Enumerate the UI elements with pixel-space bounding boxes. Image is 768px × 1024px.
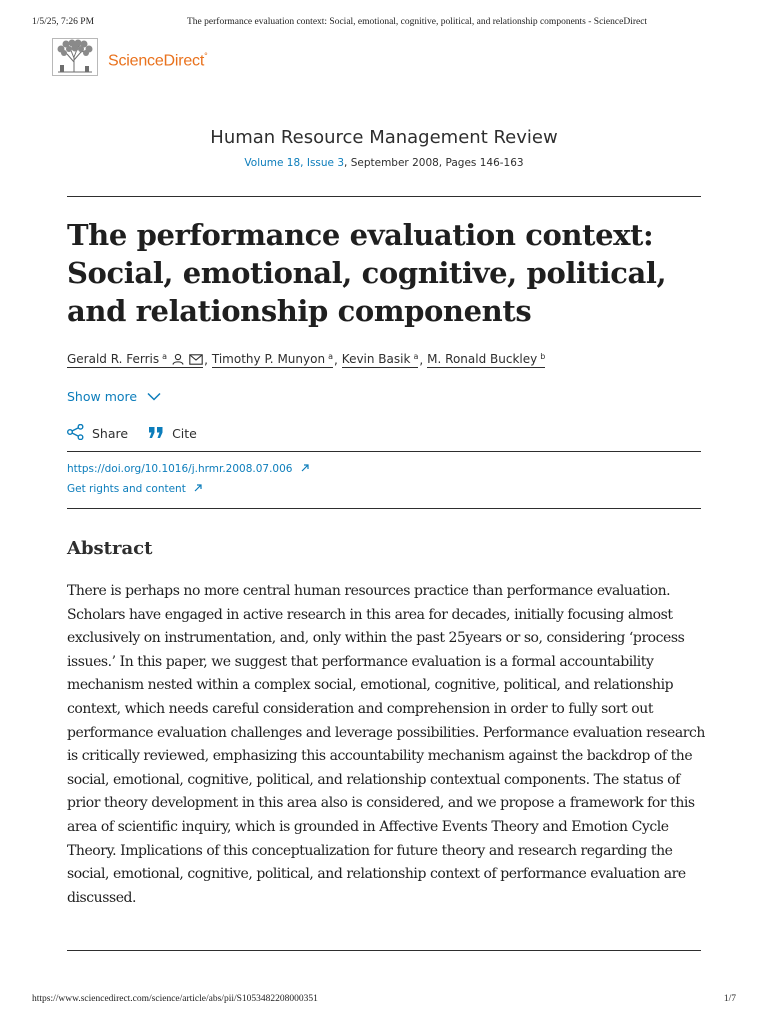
- chevron-down-icon: [137, 389, 161, 404]
- issue-details: , September 2008, Pages 146-163: [344, 157, 524, 169]
- article-title: The performance evaluation context: Social, emotional, cognitive, political, and relationship components: [67, 218, 667, 328]
- header-divider: [67, 196, 701, 197]
- print-page-title: The performance evaluation context: Social, emotional, cognitive, political, and relationship components - ScienceDirect: [187, 17, 648, 27]
- show-more-label: Show more: [67, 389, 138, 404]
- cite-label: Cite: [172, 426, 197, 441]
- issue-info: [0, 157, 768, 169]
- author-link[interactable]: Gerald R. Ferris $^a$: [67, 352, 203, 368]
- external-link-icon: [301, 463, 309, 475]
- print-footer: [32, 994, 736, 1008]
- share-label: Share: [92, 426, 129, 441]
- doi-link[interactable]: https://doi.org/10.1016/j.hrmr.2008.07.006: [67, 463, 309, 475]
- elsevier-tree-icon: [52, 38, 98, 80]
- abstract-divider: [67, 950, 701, 951]
- actions-divider: [67, 451, 701, 452]
- cite-button[interactable]: [148, 426, 197, 442]
- print-date: 1/5/25, 7:26 PM: [32, 17, 95, 27]
- author-link[interactable]: Kevin Basik $^a$: [341, 351, 419, 366]
- envelope-icon: [189, 354, 203, 365]
- sciencedirect-wordmark: ScienceDirect°: [108, 51, 208, 70]
- print-url: https://www.sciencedirect.com/science/article/abs/pii/S1053482208000351: [32, 994, 318, 1004]
- show-more-button[interactable]: [67, 389, 161, 404]
- volume-issue-link[interactable]: Volume 18, Issue 3: [244, 157, 345, 169]
- print-page-number: 1/7: [723, 994, 736, 1004]
- print-header: [32, 17, 736, 31]
- links-divider: [67, 508, 701, 509]
- author-link[interactable]: M. Ronald Buckley $^b$: [427, 351, 546, 366]
- author-list: Gerald R. Ferris $^a$ , Timothy P. Munyon $^a$ , Kevin Basik $^a$ , M. Ronald Buckley $^b$: [67, 351, 546, 367]
- author-link[interactable]: Timothy P. Munyon $^a$: [211, 351, 333, 366]
- share-button[interactable]: [67, 424, 128, 443]
- person-icon: [172, 353, 184, 365]
- journal-title[interactable]: Human Resource Management Review: [210, 127, 558, 148]
- article-actions: [67, 424, 217, 443]
- rights-link[interactable]: Get rights and content: [67, 483, 202, 495]
- sciencedirect-logo[interactable]: [52, 40, 208, 78]
- quote-icon: [148, 426, 172, 442]
- abstract-text: There is perhaps no more central human resources practice than performance evaluation. Scholars have engaged in active research in this area for decades, initially focusing almost exclusively on instrumentation, and, only within the past 25years or so, considering ‘process issues.’ In this paper, we suggest that performance evaluation is a formal accountability mechanism nested within a complex social, emotional, cognitive, political, and relationship context, which needs careful consideration and comprehension in order to fully sort out performance evaluation challenges and leverage possibilities. Performance evaluation research is critically reviewed, emphasizing this accountability mechanism against the backdrop of the social, emotional, cognitive, political, and relationship contextual components. The status of prior theory development in this area also is considered, and we propose a framework for this area of scientific inquiry, which is grounded in Affective Events Theory and Emotion Cycle Theory. Implications of this conceptualization for future theory and research regarding the social, emotional, cognitive, political, and relationship context of performance evaluation are discussed.: [67, 583, 705, 906]
- abstract-heading: Abstract: [67, 538, 153, 559]
- external-link-icon: [194, 483, 202, 495]
- share-icon: [67, 424, 92, 443]
